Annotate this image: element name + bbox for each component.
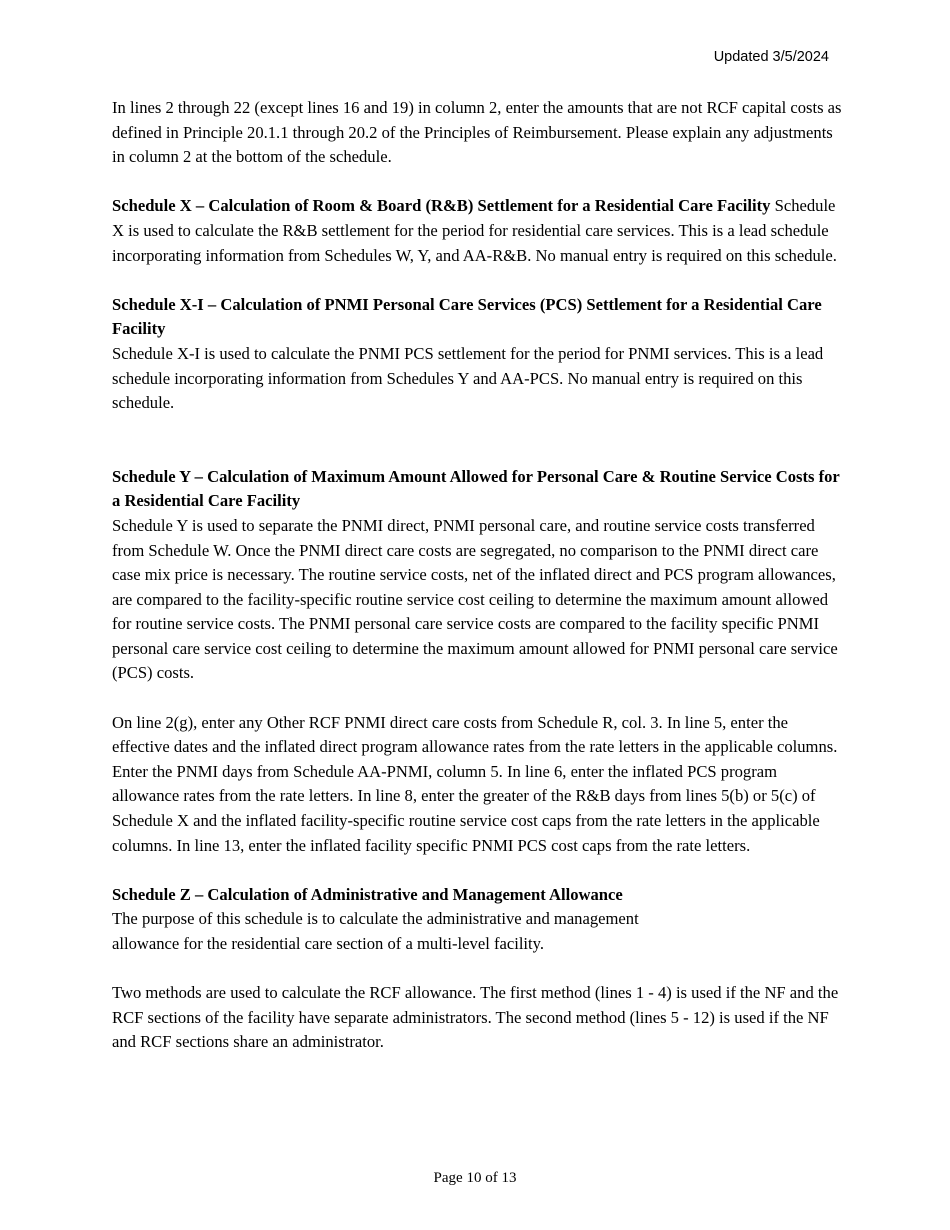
- schedule-x-heading: Schedule X – Calculation of Room & Board (R&B) Settlement for a Residential Care Facility: [112, 196, 771, 216]
- schedule-z-text-line2: allowance for the residential care section of a multi-level facility.: [112, 934, 545, 953]
- schedule-xi-section: [112, 293, 842, 416]
- schedule-x-text: Schedule X is used to calculate the R&B settlement for the period for residential care services. This is a lead schedule incorporating information from Schedules W, Y, and AA-R&B. No manual entry is required on this schedule.: [112, 196, 837, 265]
- schedule-y-heading: Schedule Y – Calculation of Maximum Amount Allowed for Personal Care & Routine Service Costs for a Residential Care Facility: [112, 466, 840, 511]
- schedule-y-section: [112, 465, 842, 686]
- page-number: Page 10 of 13: [433, 1170, 517, 1186]
- schedule-xi-heading: Schedule X-I – Calculation of PNMI Personal Care Services (PCS) Settlement for a Residential Care Facility: [112, 294, 822, 339]
- schedule-z-text-line1: The purpose of this schedule is to calculate the administrative and management: [112, 909, 639, 929]
- schedule-y-instructions: On line 2(g), enter any Other RCF PNMI direct care costs from Schedule R, col. 3. In line 5, enter the effective dates and the inflated direct program allowance rates from the rate letters in the applicable columns. Enter the PNMI days from Schedule AA-PNMI, column 5. In line 6, enter the inflated PCS program allowance rates from the rate letters. In line 8, enter the greater of the R&B days from lines 5(b) or 5(c) of Schedule X and the inflated facility-specific routine service cost caps from the rate letters in the applicable columns. In line 13, enter the inflated facility specific PNMI PCS cost caps from the rate letters.: [112, 712, 838, 855]
- schedule-y-text: Schedule Y is used to separate the PNMI direct, PNMI personal care, and routine service costs transferred from Schedule W. Once the PNMI direct care costs are segregated, no comparison to the PNMI direct care case mix price is necessary. The routine service costs, net of the inflated direct and PCS program allowances, are compared to the facility-specific routine service cost ceiling to determine the maximum amount allowed for routine service costs. The PNMI personal care service costs are compared to the facility specific PNMI personal care service cost ceiling to determine the maximum amount allowed for PNMI personal care service (PCS) costs.: [112, 515, 838, 683]
- schedule-x-section: [112, 194, 842, 268]
- document-body: [112, 96, 842, 1080]
- intro-paragraph: In lines 2 through 22 (except lines 16 and 19) in column 2, enter the amounts that are not RCF capital costs as defined in Principle 20.1.1 through 20.2 of the Principles of Reimbursement. Please explain any adjustments in column 2 at the bottom of the schedule.: [112, 98, 842, 167]
- schedule-z-methods: Two methods are used to calculate the RCF allowance. The first method (lines 1 - 4) is used if the NF and the RCF sections of the facility have separate administrators. The second method (lines 5 - 12) is used if the NF and RCF sections share an administrator.: [112, 983, 839, 1052]
- schedule-xi-text: Schedule X-I is used to calculate the PNMI PCS settlement for the period for PNMI services. This is a lead schedule incorporating information from Schedules Y and AA-PCS. No manual entry is required on this schedule.: [112, 343, 824, 413]
- updated-date: Updated 3/5/2024: [713, 49, 829, 65]
- schedule-z-heading: Schedule Z – Calculation of Administrative and Management Allowance: [112, 884, 623, 904]
- schedule-z-section: [112, 883, 842, 957]
